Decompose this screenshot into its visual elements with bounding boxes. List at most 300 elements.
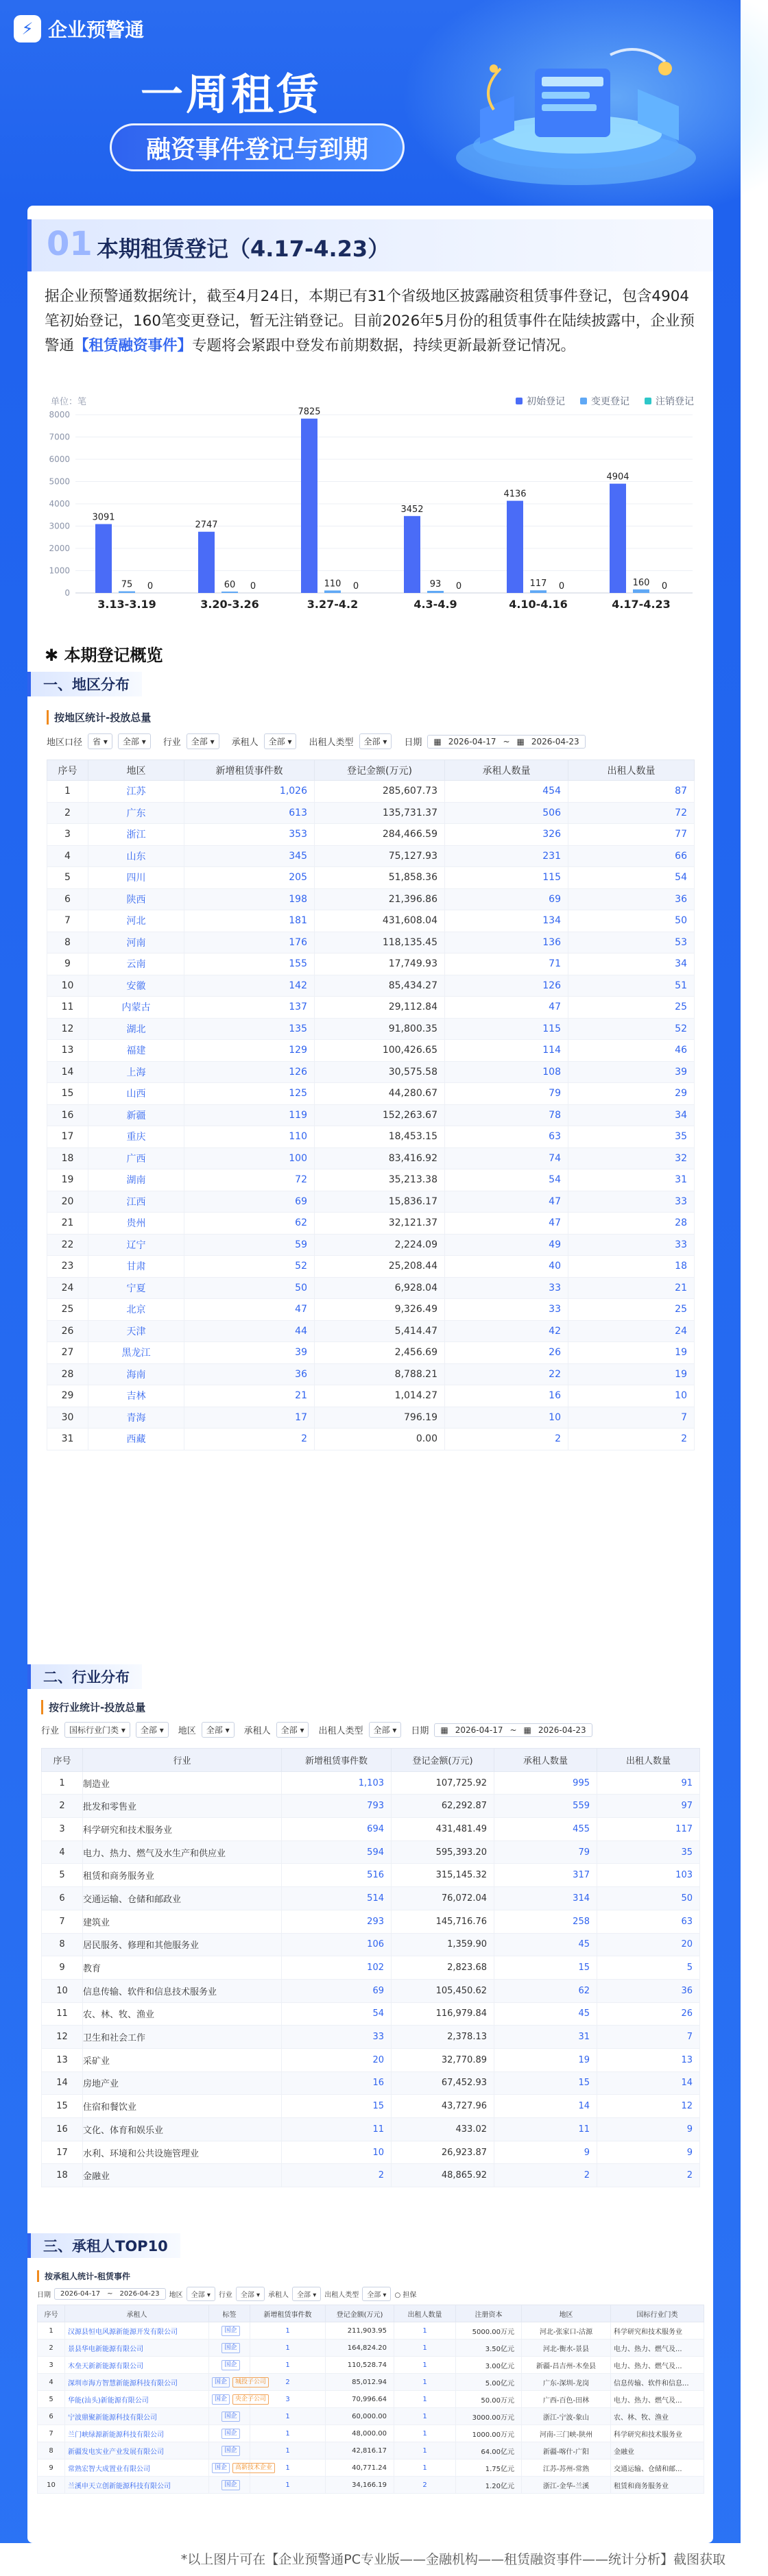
tag-badge: 国企 (221, 2446, 239, 2456)
table-cell: 594 (282, 1840, 392, 1864)
table-row[interactable] (47, 1018, 695, 1040)
table-row[interactable] (38, 2340, 704, 2357)
table-row[interactable] (38, 2442, 704, 2459)
table-row[interactable] (47, 1104, 695, 1126)
table-row[interactable] (47, 1169, 695, 1191)
legend-item-cancel[interactable]: 注销登记 (645, 394, 694, 408)
table-cell: 1 (250, 2442, 326, 2459)
table-cell (65, 2340, 209, 2357)
table-cell: 42 (445, 1320, 568, 1342)
table-cell: 2,378.13 (392, 2026, 494, 2049)
legend-item-change[interactable]: 变更登记 (580, 394, 629, 408)
calendar-icon: ▦ (516, 736, 525, 746)
table-cell: 租赁和商务服务业 (83, 1864, 282, 1887)
table-row[interactable] (42, 2164, 700, 2187)
table-cell: 19 (494, 2048, 597, 2071)
table-cell: 205 (184, 867, 315, 889)
table-row[interactable] (38, 2357, 704, 2374)
table-cell: 5 (597, 1956, 700, 1980)
lessee-link[interactable]: 华能(汕头)新能源有限公司 (68, 2396, 149, 2405)
table-cell (209, 2408, 250, 2425)
top10-panel-title: 按承租人统计-租赁事件 (37, 2270, 130, 2282)
table-cell: 1 (42, 1771, 83, 1795)
table-cell: 12 (47, 1018, 88, 1040)
table-cell: 516 (282, 1864, 392, 1887)
table-cell: 40 (445, 1256, 568, 1278)
intro-text-1: 据企业预警通数据统计，截至4月24日，本期已有31个省级地区披露融资租赁事件登记，包含4904笔初始登记，160笔变更登记，暂无注销登记。目前2026年5月份的租赁事件在陆续披露中，企业预警通 (45, 288, 695, 354)
calendar-icon: ▦ (433, 736, 442, 746)
table-cell: 70,996.64 (326, 2391, 394, 2408)
column-header: 承租人数量 (494, 1749, 597, 1772)
table-row[interactable] (38, 2459, 704, 2477)
table-cell: 20 (597, 1933, 700, 1956)
region-select[interactable]: 全部 ▾ (187, 2287, 215, 2301)
industry-all-select[interactable]: 全部 ▾ (136, 1722, 169, 1738)
table-cell: 35 (597, 1840, 700, 1864)
table-cell: 34 (568, 953, 695, 975)
table-cell: 海南 (88, 1363, 184, 1385)
table-row[interactable] (42, 1840, 700, 1864)
table-cell: 电力、热力、燃气及... (611, 2357, 704, 2374)
bar-initial (198, 532, 215, 593)
column-header: 新增租赁事件数 (282, 1749, 392, 1772)
table-cell: 71 (445, 953, 568, 975)
table-cell: 100 (184, 1147, 315, 1169)
column-header: 注册资本 (456, 2305, 522, 2322)
table-cell: 6 (38, 2408, 65, 2425)
table-cell (209, 2374, 267, 2391)
table-row[interactable] (47, 802, 695, 824)
table-cell: 1 (47, 781, 88, 803)
lessee-link[interactable]: 兰溪申天立创新能源科技有限公司 (68, 2482, 171, 2490)
table-cell: 住宿和餐饮业 (83, 2095, 282, 2118)
table-cell: 39 (184, 1342, 315, 1364)
lessor-type-select[interactable]: 全部 ▾ (359, 733, 392, 749)
table-row[interactable] (42, 1795, 700, 1818)
table-cell: 2 (250, 2374, 326, 2391)
table-cell: 20 (47, 1191, 88, 1213)
table-cell: 31 (494, 2026, 597, 2049)
table-cell: 42,816.17 (326, 2442, 394, 2459)
chart-unit: 单位：笔 (51, 397, 87, 407)
intro-highlight-link[interactable]: 【租赁融资事件】 (74, 337, 193, 354)
table-row[interactable] (47, 997, 695, 1019)
table-cell: 江苏 (88, 781, 184, 803)
table-cell: 39 (568, 1061, 695, 1083)
table-cell: 9 (42, 1956, 83, 1980)
caliber-select[interactable]: 省 ▾ (88, 733, 112, 749)
table-cell: 11 (494, 2118, 597, 2141)
table-cell: 326 (445, 824, 568, 846)
table-cell: 31 (47, 1429, 88, 1450)
guarantee-checkbox[interactable]: ○ 担保 (394, 2292, 417, 2299)
table-cell: 63 (445, 1126, 568, 1148)
table-cell: 甘肃 (88, 1256, 184, 1278)
table-cell: 13 (47, 1040, 88, 1062)
table-cell: 29 (568, 1083, 695, 1105)
filter-label: 承租人 (231, 738, 259, 748)
table-cell: 66 (568, 845, 695, 867)
table-cell: 9 (47, 953, 88, 975)
table-row[interactable] (47, 1083, 695, 1105)
table-cell: 18,453.15 (315, 1126, 445, 1148)
table-cell: 14 (42, 2071, 83, 2095)
table-row[interactable] (47, 1320, 695, 1342)
table-row[interactable] (47, 781, 695, 803)
lessee-select[interactable]: 全部 ▾ (292, 2287, 321, 2301)
table-row[interactable] (42, 1979, 700, 2002)
lessee-link[interactable]: 汉源县恒电风源新能源开发有限公司 (68, 2328, 178, 2336)
table-cell: 40,771.24 (326, 2459, 394, 2477)
table-cell: 1 (394, 2322, 456, 2340)
table-cell: 47 (445, 1191, 568, 1213)
data-label: 0 (352, 581, 359, 592)
table-cell: 教育 (83, 1956, 282, 1980)
table-cell: 48,865.92 (392, 2164, 494, 2187)
lessee-link[interactable]: 常熟宏智大成置业有限公司 (68, 2465, 150, 2473)
table-cell: 30,575.58 (315, 1061, 445, 1083)
table-row[interactable] (42, 2141, 700, 2164)
table-cell: 22 (445, 1363, 568, 1385)
table-row[interactable] (47, 845, 695, 867)
data-label: 117 (529, 579, 547, 590)
table-cell: 1.20亿元 (456, 2477, 522, 2494)
hero-banner (0, 0, 741, 206)
table-cell: 17 (184, 1407, 315, 1429)
data-label: 0 (147, 581, 154, 592)
table-row[interactable] (47, 1299, 695, 1321)
table-cell: 78 (445, 1104, 568, 1126)
table-row[interactable] (47, 953, 695, 975)
x-tick-label: 3.20-3.26 (200, 598, 259, 611)
table-cell: 11 (42, 2002, 83, 2026)
table-cell: 106 (282, 1933, 392, 1956)
table-row[interactable] (47, 1407, 695, 1429)
lessee-link[interactable]: 兰门峡绿源新能源科技有限公司 (68, 2431, 164, 2439)
column-header: 标签 (209, 2305, 250, 2322)
table-cell: 353 (184, 824, 315, 846)
table-cell: 四川 (88, 867, 184, 889)
table-cell: 15 (42, 2095, 83, 2118)
table-cell: 431,608.04 (315, 910, 445, 932)
column-header: 出租人数量 (597, 1749, 700, 1772)
table-cell: 134 (445, 910, 568, 932)
table-cell: 科学研究和技术服务业 (611, 2425, 704, 2442)
table-cell: 电力、热力、燃气及... (611, 2340, 704, 2357)
lessee-link[interactable]: 深圳市海方智慧新能源科技有限公司 (68, 2379, 178, 2387)
table-cell: 258 (494, 1910, 597, 1933)
table-cell: 105,450.62 (392, 1979, 494, 2002)
table-cell: 8 (47, 932, 88, 953)
table-cell: 陕西 (88, 888, 184, 910)
table-cell: 79 (494, 1840, 597, 1864)
table-cell: 54 (445, 1169, 568, 1191)
table-cell: 2,224.09 (315, 1234, 445, 1256)
bar-change (633, 590, 649, 593)
table-row[interactable] (38, 2477, 704, 2494)
table-row[interactable] (38, 2391, 704, 2408)
table-cell: 15 (494, 2071, 597, 2095)
table-cell: 87 (568, 781, 695, 803)
table-cell: 45 (494, 2002, 597, 2026)
table-cell: 24 (47, 1277, 88, 1299)
table-row[interactable] (42, 1771, 700, 1795)
table-cell: 72 (568, 802, 695, 824)
table-cell: 新疆 (88, 1104, 184, 1126)
table-cell: 198 (184, 888, 315, 910)
table-row[interactable] (42, 2118, 700, 2141)
data-label: 160 (632, 577, 650, 588)
table-cell: 9 (494, 2141, 597, 2164)
table-row[interactable] (47, 1213, 695, 1235)
table-row[interactable] (38, 2425, 704, 2442)
lessee-select[interactable]: 全部 ▾ (276, 1722, 309, 1738)
table-cell: 7 (38, 2425, 65, 2442)
table-cell: 28 (47, 1363, 88, 1385)
table-cell (65, 2442, 209, 2459)
table-row[interactable] (38, 2322, 704, 2340)
table-cell: 16 (42, 2118, 83, 2141)
table-row[interactable] (47, 1234, 695, 1256)
tag-badge: 国企 (221, 2429, 239, 2439)
table-cell: 18 (42, 2164, 83, 2187)
table-cell: 6 (47, 888, 88, 910)
table-row[interactable] (47, 867, 695, 889)
table-row[interactable] (47, 975, 695, 997)
table-row[interactable] (42, 1933, 700, 1956)
table-cell: 126 (445, 975, 568, 997)
date-range-picker[interactable]: ▦ 2026-04-17 ~ ▦ 2026-04-23 (434, 1723, 592, 1737)
table-cell: 54 (568, 867, 695, 889)
table-cell: 145,716.76 (392, 1910, 494, 1933)
bar-change (119, 592, 135, 593)
table-cell: 2 (38, 2340, 65, 2357)
table-cell: 50 (597, 1887, 700, 1910)
table-row[interactable] (38, 2408, 704, 2425)
table-row[interactable] (38, 2374, 704, 2391)
table-cell: 11 (282, 2118, 392, 2141)
table-cell: 33 (282, 2026, 392, 2049)
table-cell: 4 (38, 2374, 65, 2391)
table-cell: 西藏 (88, 1429, 184, 1450)
region-table (47, 760, 695, 1450)
table-cell: 水利、环境和公共设施管理业 (83, 2141, 282, 2164)
table-cell: 1 (250, 2340, 326, 2357)
table-cell: 48,000.00 (326, 2425, 394, 2442)
y-tick-label: 5000 (49, 476, 70, 487)
table-cell: 1 (394, 2357, 456, 2374)
table-cell: 44,280.67 (315, 1083, 445, 1105)
table-cell: 110,528.74 (326, 2357, 394, 2374)
table-row[interactable] (47, 1061, 695, 1083)
table-cell: 63 (597, 1910, 700, 1933)
table-cell: 浙江-宁波-象山 (522, 2408, 611, 2425)
table-cell: 293 (282, 1910, 392, 1933)
table-cell: 采矿业 (83, 2048, 282, 2071)
table-row[interactable] (47, 1147, 695, 1169)
table-row[interactable] (47, 1429, 695, 1450)
table-row[interactable] (42, 1956, 700, 1980)
data-label: 0 (250, 581, 256, 592)
calendar-icon: ▦ (523, 1725, 531, 1735)
y-tick-label: 0 (64, 588, 70, 598)
table-cell (209, 2442, 250, 2459)
column-header: 登记金额(万元) (392, 1749, 494, 1772)
bar-initial (404, 516, 420, 593)
table-cell: 129 (184, 1040, 315, 1062)
tag-badge: 国企 (221, 2411, 239, 2422)
table-cell: 52 (568, 1018, 695, 1040)
y-tick-label: 4000 (49, 499, 70, 509)
table-row[interactable] (47, 910, 695, 932)
table-row[interactable] (47, 1256, 695, 1278)
table-cell: 31 (568, 1169, 695, 1191)
table-cell: 16 (282, 2071, 392, 2095)
table-cell: 51,858.36 (315, 867, 445, 889)
lessor-type-select[interactable]: 全部 ▾ (362, 2287, 391, 2301)
region-select[interactable]: 全部 ▾ (202, 1722, 235, 1738)
table-cell: 1,359.90 (392, 1933, 494, 1956)
table-cell: 15 (494, 1956, 597, 1980)
table-cell: 21 (568, 1277, 695, 1299)
data-label: 75 (121, 579, 133, 590)
tag-badge: 国企 (221, 2326, 239, 2336)
table-cell: 1 (38, 2322, 65, 2340)
table-cell: 湖北 (88, 1018, 184, 1040)
table-cell: 浙江-金华-兰溪 (522, 2477, 611, 2494)
table-cell: 新疆-昌吉州-木垒县 (522, 2357, 611, 2374)
table-row[interactable] (47, 932, 695, 953)
lessee-link[interactable]: 景县华电新能源有限公司 (68, 2345, 143, 2353)
table-cell: 江苏-苏州-常熟 (522, 2459, 611, 2477)
table-cell: 29,112.84 (315, 997, 445, 1019)
lessee-select[interactable]: 全部 ▾ (264, 733, 297, 749)
lessee-link[interactable]: 新疆发电实业产业发展有限公司 (68, 2448, 164, 2456)
table-row[interactable] (42, 1910, 700, 1933)
table-cell: 44 (184, 1320, 315, 1342)
table-cell: 8,788.21 (315, 1363, 445, 1385)
table-cell: 694 (282, 1818, 392, 1841)
data-label: 0 (558, 581, 565, 592)
table-cell: 119 (184, 1104, 315, 1126)
table-row[interactable] (47, 1126, 695, 1148)
table-cell: 2 (47, 802, 88, 824)
table-cell: 97 (597, 1795, 700, 1818)
table-cell (209, 2477, 250, 2494)
table-cell: 17 (42, 2141, 83, 2164)
filter-label: 地区 (169, 2292, 183, 2299)
table-row[interactable] (42, 2071, 700, 2095)
table-cell: 317 (494, 1864, 597, 1887)
table-cell: 广东 (88, 802, 184, 824)
table-cell (65, 2408, 209, 2425)
table-cell (209, 2391, 267, 2408)
table-cell: 79 (445, 1083, 568, 1105)
table-cell: 25,208.44 (315, 1256, 445, 1278)
column-header: 国标行业门类 (611, 2305, 704, 2322)
caliber-all-select[interactable]: 全部 ▾ (118, 733, 151, 749)
table-cell: 26 (445, 1342, 568, 1364)
table-cell: 1 (250, 2357, 326, 2374)
tag-badge: 城投子公司 (232, 2377, 269, 2387)
table-cell: 1 (250, 2408, 326, 2425)
table-cell: 房地产业 (83, 2071, 282, 2095)
table-row[interactable] (47, 1191, 695, 1213)
table-row[interactable] (47, 1363, 695, 1385)
lessee-link[interactable]: 宁波鼎聚新能源科技有限公司 (68, 2414, 157, 2422)
lightning-icon: ⚡ (14, 15, 41, 42)
table-cell: 595,393.20 (392, 1840, 494, 1864)
table-cell: 26 (47, 1320, 88, 1342)
table-row[interactable] (42, 2048, 700, 2071)
brand-name: 企业预警通 (48, 19, 145, 41)
table-cell: 广西-百色-田林 (522, 2391, 611, 2408)
table-row[interactable] (42, 1887, 700, 1910)
lessee-link[interactable]: 木垒天新新能源有限公司 (68, 2362, 143, 2370)
table-row[interactable] (47, 1342, 695, 1364)
intro-text-2: 专题将会紧跟中登发布前期数据，持续更新最新登记情况。 (192, 337, 576, 354)
table-cell: 12 (597, 2095, 700, 2118)
date-range-picker[interactable]: ▦ 2026-04-17 ~ ▦ 2026-04-23 (427, 735, 585, 749)
table-cell: 100,426.65 (315, 1040, 445, 1062)
table-cell: 32,770.89 (392, 2048, 494, 2071)
y-tick-label: 3000 (49, 521, 70, 531)
table-row[interactable] (47, 1277, 695, 1299)
table-row[interactable] (42, 2002, 700, 2026)
industry-category-select[interactable]: 国标行业门类 ▾ (64, 1722, 130, 1738)
table-row[interactable] (47, 824, 695, 846)
table-row[interactable] (42, 2095, 700, 2118)
table-cell: 制造业 (83, 1771, 282, 1795)
table-cell: 91 (597, 1771, 700, 1795)
table-row[interactable] (47, 1040, 695, 1062)
column-header: 承租人 (65, 2305, 209, 2322)
table-cell: 8 (38, 2442, 65, 2459)
tag-badge: 央企子公司 (232, 2394, 269, 2405)
column-header: 登记金额(万元) (315, 760, 445, 781)
table-cell: 12 (42, 2026, 83, 2049)
table-cell: 35,213.38 (315, 1169, 445, 1191)
brand-logo (14, 15, 144, 42)
tag-badge: 国企 (212, 2377, 230, 2387)
table-row[interactable] (47, 1385, 695, 1407)
table-cell: 26,923.87 (392, 2141, 494, 2164)
table-cell: 3.00亿元 (456, 2357, 522, 2374)
table-row[interactable] (42, 1818, 700, 1841)
filter-label: 地区 (178, 1726, 196, 1736)
table-cell: 4 (47, 845, 88, 867)
table-cell: 6 (42, 1887, 83, 1910)
table-row[interactable] (47, 888, 695, 910)
industry-select[interactable]: 全部 ▾ (187, 733, 219, 749)
table-cell: 17,749.93 (315, 953, 445, 975)
date-range-picker[interactable]: 2026-04-17 ~ 2026-04-23 (54, 2288, 166, 2300)
top10-filter-bar (37, 2287, 416, 2301)
table-cell: 85,012.94 (326, 2374, 394, 2391)
table-cell: 231 (445, 845, 568, 867)
table-cell: 19 (47, 1169, 88, 1191)
table-cell: 454 (445, 781, 568, 803)
bar-initial (95, 524, 112, 593)
filter-label: 行业 (41, 1726, 60, 1736)
industry-select[interactable]: 全部 ▾ (236, 2287, 265, 2301)
table-cell: 2 (394, 2477, 456, 2494)
table-cell: 136 (445, 932, 568, 953)
table-row[interactable] (42, 1864, 700, 1887)
lessor-type-select[interactable]: 全部 ▾ (369, 1722, 402, 1738)
legend-item-initial[interactable]: 初始登记 (516, 394, 565, 408)
table-row[interactable] (42, 2026, 700, 2049)
